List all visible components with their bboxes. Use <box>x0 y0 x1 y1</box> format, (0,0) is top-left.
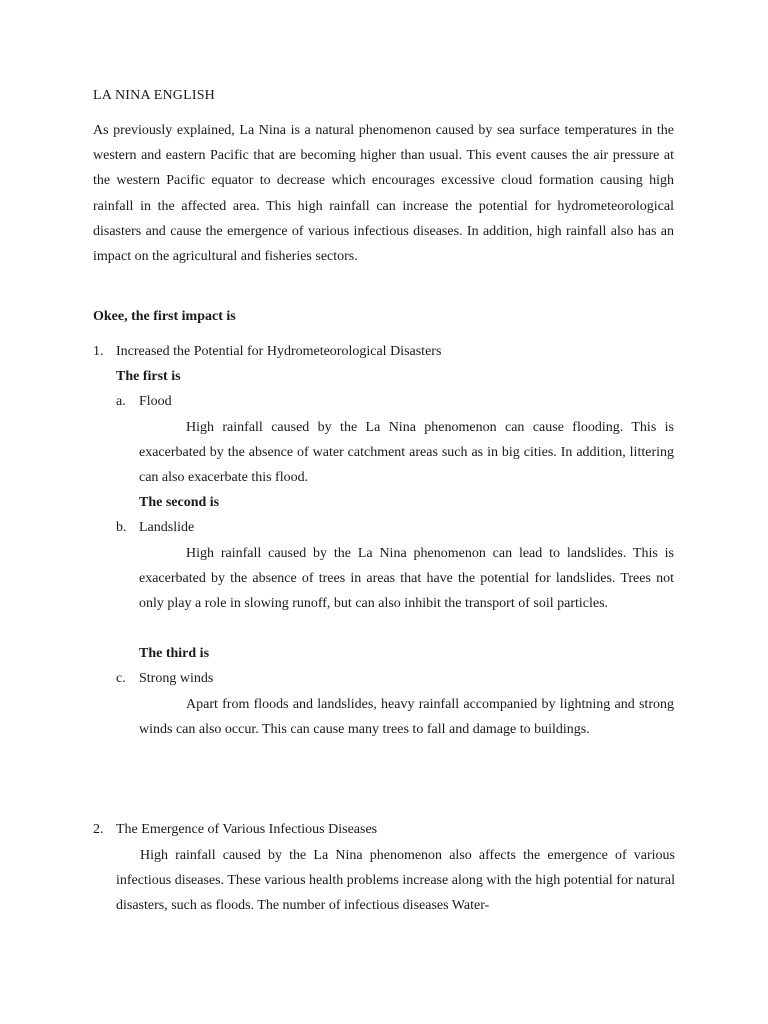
section-2-heading: The Emergence of Various Infectious Diseases <box>116 822 378 837</box>
second-label: The second is <box>139 495 220 510</box>
item-c-title: Strong winds <box>139 671 214 686</box>
item-a-body <box>139 415 674 491</box>
item-c-body <box>139 692 674 742</box>
lead-in-heading: Okee, the first impact is <box>93 309 236 324</box>
item-c-body-text: Apart from floods and landslides, heavy rainfall accompanied by lightning and strong winds can also occur. This can cause many trees to fall and damage to buildings. <box>139 697 674 738</box>
item-a-body-text: High rainfall caused by the La Nina phenomenon can cause flooding. This is exacerbated by the absence of water catchment areas such as in big cities. In addition, littering can also exacerbate this flood. <box>139 420 674 486</box>
first-label: The first is <box>116 369 181 384</box>
item-b-body <box>139 541 674 617</box>
section-2-body <box>116 843 675 919</box>
item-b-title: Landslide <box>139 520 195 535</box>
intro-paragraph: As previously explained, La Nina is a natural phenomenon caused by sea surface temperatures in the western and eastern Pacific that are becoming higher than usual. This event causes the air pressure at the western Pacific equator to decrease which encourages excessive cloud formation causing high rainfall in the affected area. This high rainfall can increase the potential for hydrometeorological disasters and cause the emergence of various infectious diseases. In addition, high rainfall also has an impact on the agricultural and fisheries sectors. <box>93 123 674 265</box>
section-1-marker: 1. <box>93 344 104 359</box>
item-c-marker: c. <box>116 671 126 686</box>
section-2-marker: 2. <box>93 822 104 837</box>
third-label: The third is <box>139 646 210 661</box>
item-a-title: Flood <box>139 394 172 409</box>
item-b-body-text: High rainfall caused by the La Nina phenomenon can lead to landslides. This is exacerbated by the absence of trees in areas that have the potential for landslides. Trees not only play a role in slowing runoff, but can also inhibit the transport of soil particles. <box>139 546 674 612</box>
document-title: LA NINA ENGLISH <box>93 88 215 103</box>
section-1-heading: Increased the Potential for Hydrometeorological Disasters <box>116 344 442 359</box>
item-a-marker: a. <box>116 394 126 409</box>
item-b-marker: b. <box>116 520 127 535</box>
section-2-body-text: High rainfall caused by the La Nina phenomenon also affects the emergence of various infectious diseases. These various health problems increase along with the high potential for natural disasters, such as floods. The number of infectious diseases Water- <box>116 848 675 914</box>
